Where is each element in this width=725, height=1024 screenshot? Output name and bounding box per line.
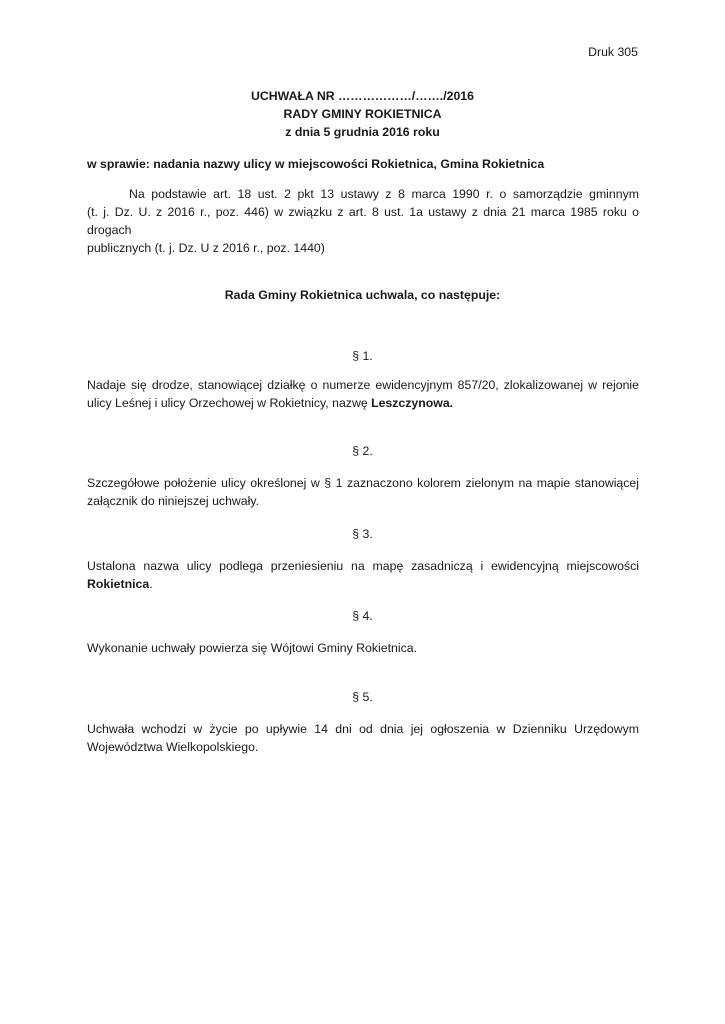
section-line: Wykonanie uchwały powierza się Wójtowi Gminy Rokietnica.	[87, 641, 417, 655]
section-line	[87, 394, 639, 412]
section-body-4	[87, 639, 639, 657]
section-line: Uchwała wchodzi w życie po upływie 14 dni od dnia jej ogłoszenia w Dzienniku Urzędowym	[87, 722, 639, 736]
section-line	[87, 575, 639, 593]
street-name: Leszczynowa.	[371, 396, 454, 410]
section-body-3	[87, 557, 639, 593]
print-number: Druk 305	[588, 45, 638, 59]
resolution-heading	[0, 87, 725, 141]
legal-basis	[87, 185, 639, 257]
section-mark-4: § 4.	[352, 609, 373, 623]
section-mark-2: § 2.	[352, 444, 373, 458]
section-line: Ustalona nazwa ulicy podlega przeniesieniu na mapę zasadniczą i ewidencyjną miejscowości	[87, 559, 639, 573]
section-text: załącznik do niniejszej uchwały.	[87, 494, 260, 508]
resolution-date: z dnia 5 grudnia 2016 roku	[285, 125, 440, 139]
legal-basis-line: Na podstawie art. 18 ust. 2 pkt 13 ustawy z 8 marca 1990 r. o samorządzie gminnym	[129, 187, 639, 201]
section-line: Szczegółowe położenie ulicy określonej w § 1 zaznaczono kolorem zielonym na mapie stanowiącej	[87, 476, 639, 490]
council-name: RADY GMINY ROKIETNICA	[283, 107, 442, 121]
legal-basis-line: publicznych (t. j. Dz. U z 2016 r., poz. 1440)	[87, 241, 325, 255]
section-line: Województwa Wielkopolskiego.	[87, 740, 259, 754]
section-body-5	[87, 720, 639, 756]
resolution-subject: w sprawie: nadania nazwy ulicy w miejscowości Rokietnica, Gmina Rokietnica	[87, 157, 545, 171]
section-mark-1: § 1.	[352, 349, 373, 363]
locality-name: Rokietnica	[87, 577, 150, 591]
section-mark-5: § 5.	[352, 690, 373, 704]
section-body-2	[87, 474, 639, 510]
section-body-1	[87, 376, 639, 412]
resolution-clause: Rada Gminy Rokietnica uchwala, co następuje:	[224, 288, 501, 302]
legal-basis-line: (t. j. Dz. U. z 2016 r., poz. 446) w związku z art. 8 ust. 1a ustawy z dnia 21 marca 1985 roku o drogach	[87, 205, 639, 237]
section-line	[87, 492, 639, 510]
section-mark-3: § 3.	[352, 527, 373, 541]
section-text: ulicy Leśnej i ulicy Orzechowej w Rokietnicy, nazwę	[87, 396, 372, 410]
resolution-number: UCHWAŁA NR ………………/……./2016	[251, 89, 474, 103]
section-line: Nadaje się drodze, stanowiącej działkę o numerze ewidencyjnym 857/20, zlokalizowanej w rejonie	[87, 378, 639, 392]
section-text: .	[149, 577, 153, 591]
